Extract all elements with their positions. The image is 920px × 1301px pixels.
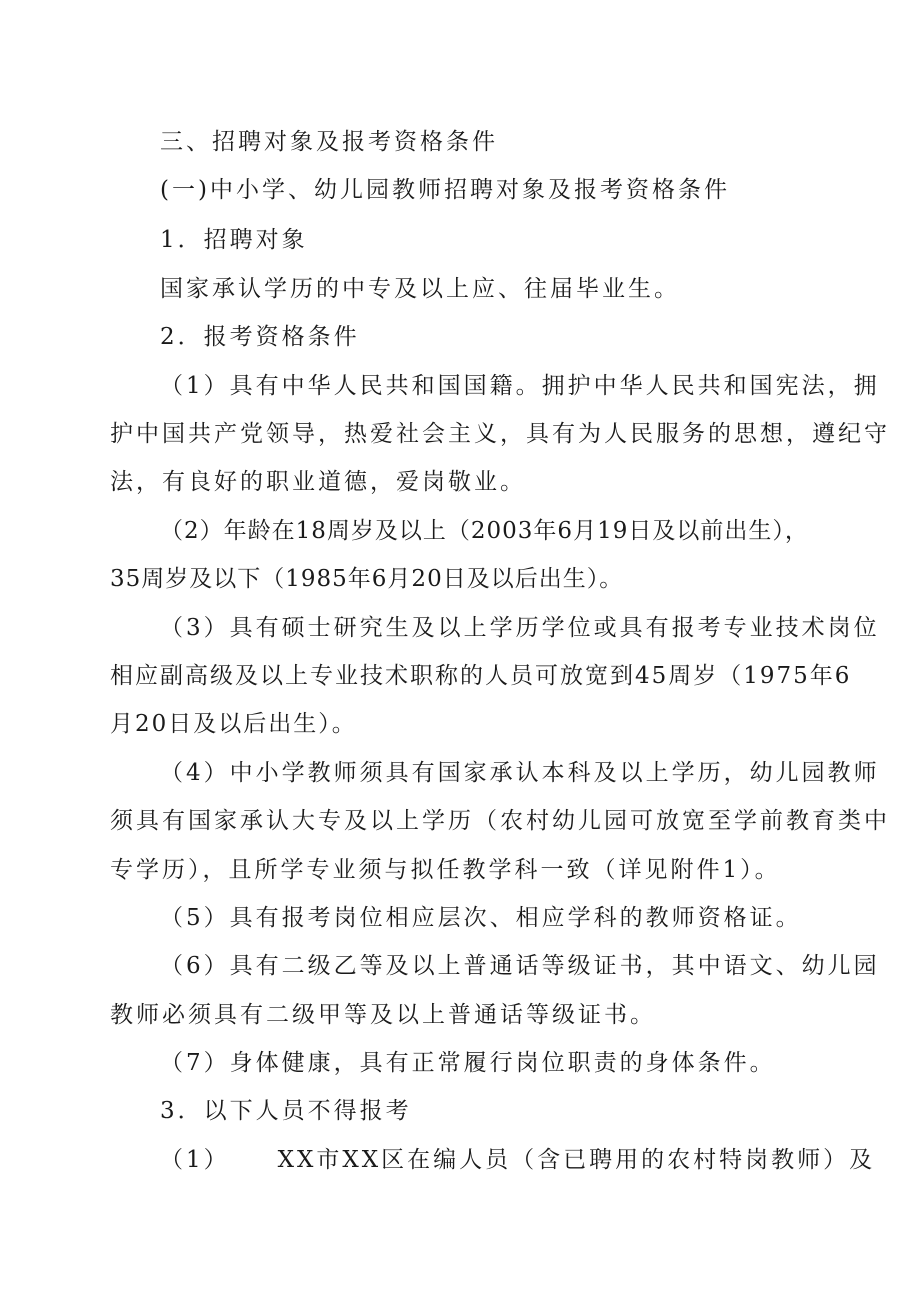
item1-text: 国家承认学历的中专及以上应、往届毕业生。 [160, 276, 680, 302]
condition-1-line-1: （1）具有中华人民共和国国籍。拥护中华人民共和国宪法，拥 [160, 373, 880, 399]
condition-5-line-1: （5）具有报考岗位相应层次、相应学科的教师资格证。 [160, 905, 802, 931]
condition-4-line-1: （4）中小学教师须具有国家承认本科及以上学历，幼儿园教师 [160, 760, 880, 786]
condition-2-line-1: （2）年龄在18周岁及以上（2003年6月19日及以前出生）， [160, 518, 809, 544]
condition-2-line-2: 35周岁及以下（1985年6月20日及以后出生）。 [110, 566, 624, 592]
exclusion-1-line-1 [160, 1145, 875, 1175]
condition-1-line-2: 护中国共产党领导，热爱社会主义，具有为人民服务的思想，遵纪守 [110, 421, 890, 447]
exclusion-1-text: XX市XX区在编人员（含已聘用的农村特岗教师）及 [277, 1147, 876, 1173]
section-heading: 三、招聘对象及报考资格条件 [160, 129, 498, 155]
condition-3-line-3: 月20日及以后出生）。 [110, 711, 357, 737]
condition-6-line-2: 教师必须具有二级甲等及以上普通话等级证书。 [110, 1002, 656, 1028]
condition-7-line-1: （7）身体健康，具有正常履行岗位职责的身体条件。 [160, 1050, 776, 1076]
condition-4-line-2: 须具有国家承认大专及以上学历（农村幼儿园可放宽至学前教育类中 [110, 808, 890, 834]
item2-heading: 2．报考资格条件 [160, 324, 360, 350]
item1-heading: 1．招聘对象 [160, 227, 308, 253]
exclusion-1-number: （1） [160, 1147, 230, 1173]
subsection-heading: (一)中小学、幼儿园教师招聘对象及报考资格条件 [160, 177, 730, 203]
condition-3-line-2: 相应副高级及以上专业技术职称的人员可放宽到45周岁（1975年6 [110, 663, 852, 689]
condition-4-line-3: 专学历），且所学专业须与拟任教学科一致（详见附件1）。 [110, 857, 781, 883]
condition-6-line-1: （6）具有二级乙等及以上普通话等级证书，其中语文、幼儿园 [160, 953, 880, 979]
condition-3-line-1: （3）具有硕士研究生及以上学历学位或具有报考专业技术岗位 [160, 615, 880, 641]
item3-heading: 3．以下人员不得报考 [160, 1098, 412, 1124]
condition-1-line-3: 法，有良好的职业道德，爱岗敬业。 [110, 469, 526, 495]
